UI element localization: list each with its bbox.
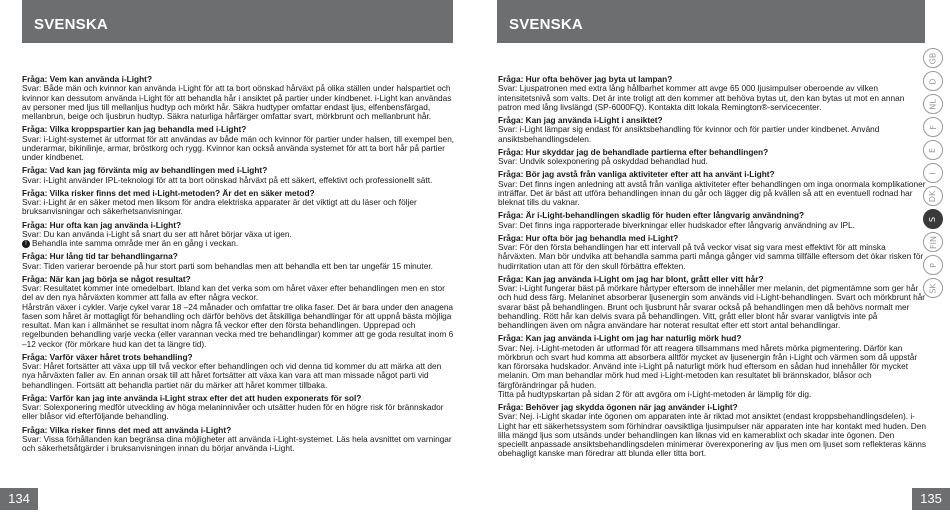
faq-item — [22, 252, 456, 271]
right-page — [475, 0, 950, 520]
faq-answer-paragraph: ! Behandla inte samma område mer än en gång i veckan. — [22, 239, 456, 248]
faq-answer — [22, 198, 456, 217]
faq-answer-paragraph: Svar: i-Light använder IPL-teknologi för att ta bort oönskad hårväxt på ett säkert, effektivt och professionellt sätt. — [22, 174, 433, 185]
language-tab-nl[interactable]: NL — [923, 94, 943, 114]
language-tab-p[interactable]: P — [923, 255, 943, 275]
faq-answer — [498, 284, 926, 330]
faq-answer-paragraph: Svar: Nej. i-Light-metoden är utformad för att reagera tillsammans med hårets mörka pigmentering. Därför kan mörkbrun och svart hud komma att absorbera alltför mycket av ljusenergin från i-Light och värmen som då uppstår kan förorsaka hudskador. Använd inte i-Light på naturligt mörk hud eftersom en sådan hud innehåller för mycket melanin. Om man behandlar mörk hud med i-Light-metoden kan resultatet bli brännskador, blåsor och färgförändringar på huden. — [498, 342, 918, 390]
faq-answer — [498, 180, 926, 208]
faq-answer — [498, 84, 926, 112]
faq-item — [22, 166, 456, 185]
faq-answer-paragraph: Svar: För den första behandlingen har ett intervall på två veckor visat sig vara mest effektivt för att minska hårväxten. Man bör undvika att behandla samma parti många gånger vid samma tillfälle eftersom det ökar risken för hudirritation utan att för den skull förbättra effekten. — [498, 242, 924, 271]
faq-answer — [498, 157, 926, 166]
language-tab-fin[interactable]: FIN — [923, 232, 943, 252]
faq-question: Fråga: Kan jag använda i-Light om jag har blont, grått eller vitt hår? — [498, 273, 764, 284]
faq-item — [22, 189, 456, 217]
faq-answer-paragraph: Svar: Det finns inga rapporterade biverkningar eller hudskador efter långvarig användning av IPL. — [498, 219, 855, 230]
faq-answer — [22, 84, 456, 121]
faq-item — [22, 394, 456, 422]
faq-item — [22, 353, 456, 390]
language-tab-f[interactable]: F — [923, 117, 943, 137]
faq-question: Fråga: Kan jag använda i-Light i ansiktet? — [498, 115, 663, 125]
faq-answer-paragraph: Svar: Vissa förhållanden kan begränsa dina möjligheter att använda i-Light-systemet. Läs hela avsnittet om varningar och säkerhetsåtgärder i bruksanvisningen innan du börjar använda i-Light. — [22, 433, 452, 453]
faq-question: Fråga: Hur skyddar jag de behandlade partierna efter behandlingen? — [498, 146, 769, 157]
faq-answer — [22, 262, 456, 271]
faq-answer — [22, 362, 456, 390]
faq-question: Fråga: När kan jag börja se något resultat? — [22, 273, 191, 284]
faq-question: Fråga: Vilka kroppspartier kan jag behandla med i-Light? — [22, 124, 247, 135]
faq-question: Fråga: Vad kan jag förvänta mig av behandlingen med i-Light? — [22, 165, 268, 176]
language-tab-gb[interactable]: GB — [923, 48, 943, 68]
faq-answer — [22, 284, 456, 349]
language-tab-d[interactable]: D — [923, 71, 943, 91]
faq-answer-paragraph: Hårsträn växer i cykler. Varje cykel varar 18 –24 månader och omfattar tre olika faser. Det är bara under den anagena fasen som håret är mottagligt för behandling och därför behövs det åtskilliga behandlingar för att uppnå bästa möjliga resultat. Man kan i allmänhet se resultat inom några få veckor efter den första behandlingen. Upprepad och regelbunden behandling varje vecka (eller varannan vecka med tre behandlingar) kommer att ge goda resultat inom 6 –12 veckor (för mörkare hud kan det ta längre tid). — [22, 301, 454, 349]
faq-item — [22, 426, 456, 454]
faq-content — [22, 75, 456, 457]
faq-question: Fråga: Hur ofta kan jag använda i-Light? — [22, 219, 182, 230]
faq-item — [498, 75, 926, 112]
faq-answer-paragraph: Svar: Det finns ingen anledning att avstå från vanliga aktiviteter efter behandlingen om inga onormala komplikationer inträffar. Det är bäst att utföra behandlingen innan du går och lägger dig på kvällen så att en eventuell rodnad har bleknat tills du vaknar. — [498, 178, 926, 207]
section-header: SVENSKA — [497, 0, 925, 43]
faq-answer-paragraph: Svar: Solexponering medför utveckling av höga melaninnivåer och utsätter huden för en högre risk för brännskador eller blåsor vid efterföljande behandling. — [22, 402, 444, 422]
warning-icon: ! — [22, 240, 30, 248]
faq-question: Fråga: Kan jag använda i-Light om jag har naturlig mörk hud? — [498, 333, 742, 344]
faq-question: Fråga: Bör jag avstå från vanliga aktiviteter efter att ha använt i-Light? — [498, 169, 775, 180]
faq-answer-paragraph: Svar: Resultatet kommer inte omedelbart. Ibland kan det verka som om håret växer efter behandlingen men en stor del av den nya hårväxten kommer att falla av efter några veckor. — [22, 283, 445, 303]
faq-answer — [22, 176, 456, 185]
faq-answer-paragraph: Svar: Både män och kvinnor kan använda i-Light för att ta bort oönskad hårväxt på olika ställen under halspartiet och kvinnor kan dessutom använda i-Light för att behandla hår i ansiktet på partier under kindbenet. i-Light kan användas av personer med ljus till mellanljus hudtyp och mörkt hår. Säkra hudtyper omfattar endast ljus, elfenbensfärgad, mellanbrun, beige och ljusbrun hudtyp. Säkra naturliga hårfärger omfattar svart, mörkbrunt och mellanbrunt hår. — [22, 83, 452, 121]
faq-answer-paragraph: Svar: i-Light lämpar sig endast för ansiktsbehandling för kvinnor och för partier under kindbenet. Använd ansiktsbehandlingsdelen. — [498, 124, 880, 144]
language-tab-e[interactable]: E — [923, 140, 943, 160]
language-tab-sk[interactable]: SK — [923, 278, 943, 298]
faq-answer — [22, 403, 456, 422]
faq-item — [498, 116, 926, 144]
page-number: 135 — [912, 488, 950, 510]
faq-question: Fråga: Vilka risker finns det med i-Light-metoden? Är det en säker metod? — [22, 187, 315, 198]
faq-question: Fråga: Varför växer håret trots behandling? — [22, 351, 193, 362]
faq-item — [498, 234, 926, 271]
language-tabs — [922, 48, 944, 298]
faq-question: Fråga: Varför kan jag inte använda i-Light strax efter det att huden exponerats för sol? — [22, 392, 362, 403]
faq-answer — [498, 412, 926, 458]
faq-answer — [22, 135, 456, 163]
faq-answer — [498, 344, 926, 400]
faq-item — [498, 148, 926, 167]
faq-answer-paragraph: Svar: Ljuspatronen med extra lång hållbarhet kommer att avge 65 000 ljusimpulser oberoende av vilken intensitetsnivå som valts. Det är inte troligt att den kommer att behöva bytas ut, den kan bytas ut mot en annan patron med lång livslängd (SP-6000FQ). Kontakta ditt lokala Remington®-servicecenter. — [498, 83, 905, 112]
faq-answer — [498, 125, 926, 144]
faq-content — [498, 75, 926, 463]
faq-answer-paragraph: Titta på hudtypskartan på sidan 2 för att avgöra om i-Light-metoden är lämplig för dig. — [498, 388, 812, 399]
faq-item — [498, 170, 926, 207]
faq-answer-paragraph: Svar: i-Light är en säker metod men liksom för andra elektriska apparater är det viktigt att du läser och följer bruksanvisningar och säkerhetsanvisningar. — [22, 197, 417, 217]
language-tab-s[interactable]: S — [923, 209, 943, 229]
faq-answer-paragraph: Svar: Du kan använda i-Light så snart du ser att håret börjar växa ut igen. — [22, 228, 292, 239]
section-header: SVENSKA — [22, 0, 453, 43]
faq-item — [498, 275, 926, 331]
faq-item — [22, 275, 456, 349]
faq-answer — [498, 221, 926, 230]
faq-question: Fråga: Vilka risker finns det med att använda i-Light? — [22, 424, 232, 435]
faq-answer-paragraph: Svar: Tiden varierar beroende på hur stort parti som behandlas men att behandla ett ben tar ungefär 15 minuter. — [22, 260, 433, 271]
faq-answer-paragraph: Svar: Nej. i-Light skadar inte ögonen om apparaten inte är riktad mot ansiktet (endast kroppsbehandlingsdelen). i-Light har ett säkerhetssystem som förhindrar oavsiktliga ljusimpulser när apparaten inte har kontakt med huden. Den lilla mängd ljus som utsänds under behandlingen kan liknas vid en kamerablixt och skadar inte ögonen. Den speciellt anpassade ansiktsbehandlingsdelen minimerar överexponering av ljus men om ljuset som reflekteras känns obehagligt kanske man föredrar att blunda eller titta bort. — [498, 411, 926, 459]
faq-answer-paragraph: Svar: Undvik solexponering på oskyddad behandlad hud. — [498, 156, 708, 166]
faq-question: Fråga: Hur ofta behöver jag byta ut lampan? — [498, 74, 673, 84]
faq-answer — [22, 435, 456, 454]
faq-question: Fråga: Hur ofta bör jag behandla med i-Light? — [498, 232, 679, 243]
language-tab-i[interactable]: I — [923, 163, 943, 183]
faq-answer-paragraph: Svar: Håret fortsätter att växa upp till två veckor efter behandlingen och vid denna tid kommer du att märka att den nya hårväxten faller av. En annan orsak till att håret fortsätter att växa kan vara att man missade något parti vid behandlingen. Fortsätt att behandla partiet när du märker att håret kommer tillbaka. — [22, 361, 442, 390]
faq-answer — [498, 243, 926, 271]
faq-item — [498, 211, 926, 230]
faq-question: Fråga: Är i-Light-behandlingen skadlig för huden efter långvarig användning? — [498, 210, 805, 221]
faq-answer-paragraph: Svar: i-Light-systemet är utformat för att användas av både män och kvinnor för partier under halsen, till exempel ben, underarmar, bikinilinje, armar, bröstkorg och rygg. Kvinnor kan också använda systemet för att ta bort hår på partier under kindbenet. — [22, 133, 455, 162]
faq-item — [22, 221, 456, 249]
faq-answer — [22, 230, 456, 249]
page-number: 134 — [0, 488, 38, 510]
faq-question: Fråga: Hur lång tid tar behandlingarna? — [22, 251, 178, 262]
faq-answer-paragraph: Svar: i-Light fungerar bäst på mörkare hårtyper eftersom de innehåller mer melanin, det pigmentämne som ger hår och hud dess färg. Melaninet absorberar ljusenergin som används vid i-Light-behandlingen. Svart och mörkbrunt hår svarar bäst på behandlingen. Brunt och ljusbrunt hår svarar också på behandlingen men då behövs normalt mer behandling. Rött hår kan delvis svara på behandlingen. Vitt, grått eller blont hår svarar vanligtvis inte på behandlingen även om några användare har noterat resultat efter ett stort antal behandlingar. — [498, 283, 926, 330]
faq-item — [498, 334, 926, 399]
faq-item — [22, 75, 456, 121]
faq-question: Fråga: Behöver jag skydda ögonen när jag använder i-Light? — [498, 402, 738, 412]
faq-question: Fråga: Vem kan använda i-Light? — [22, 74, 153, 84]
language-tab-dk[interactable]: DK — [923, 186, 943, 206]
faq-item — [22, 125, 456, 162]
faq-item — [498, 403, 926, 459]
